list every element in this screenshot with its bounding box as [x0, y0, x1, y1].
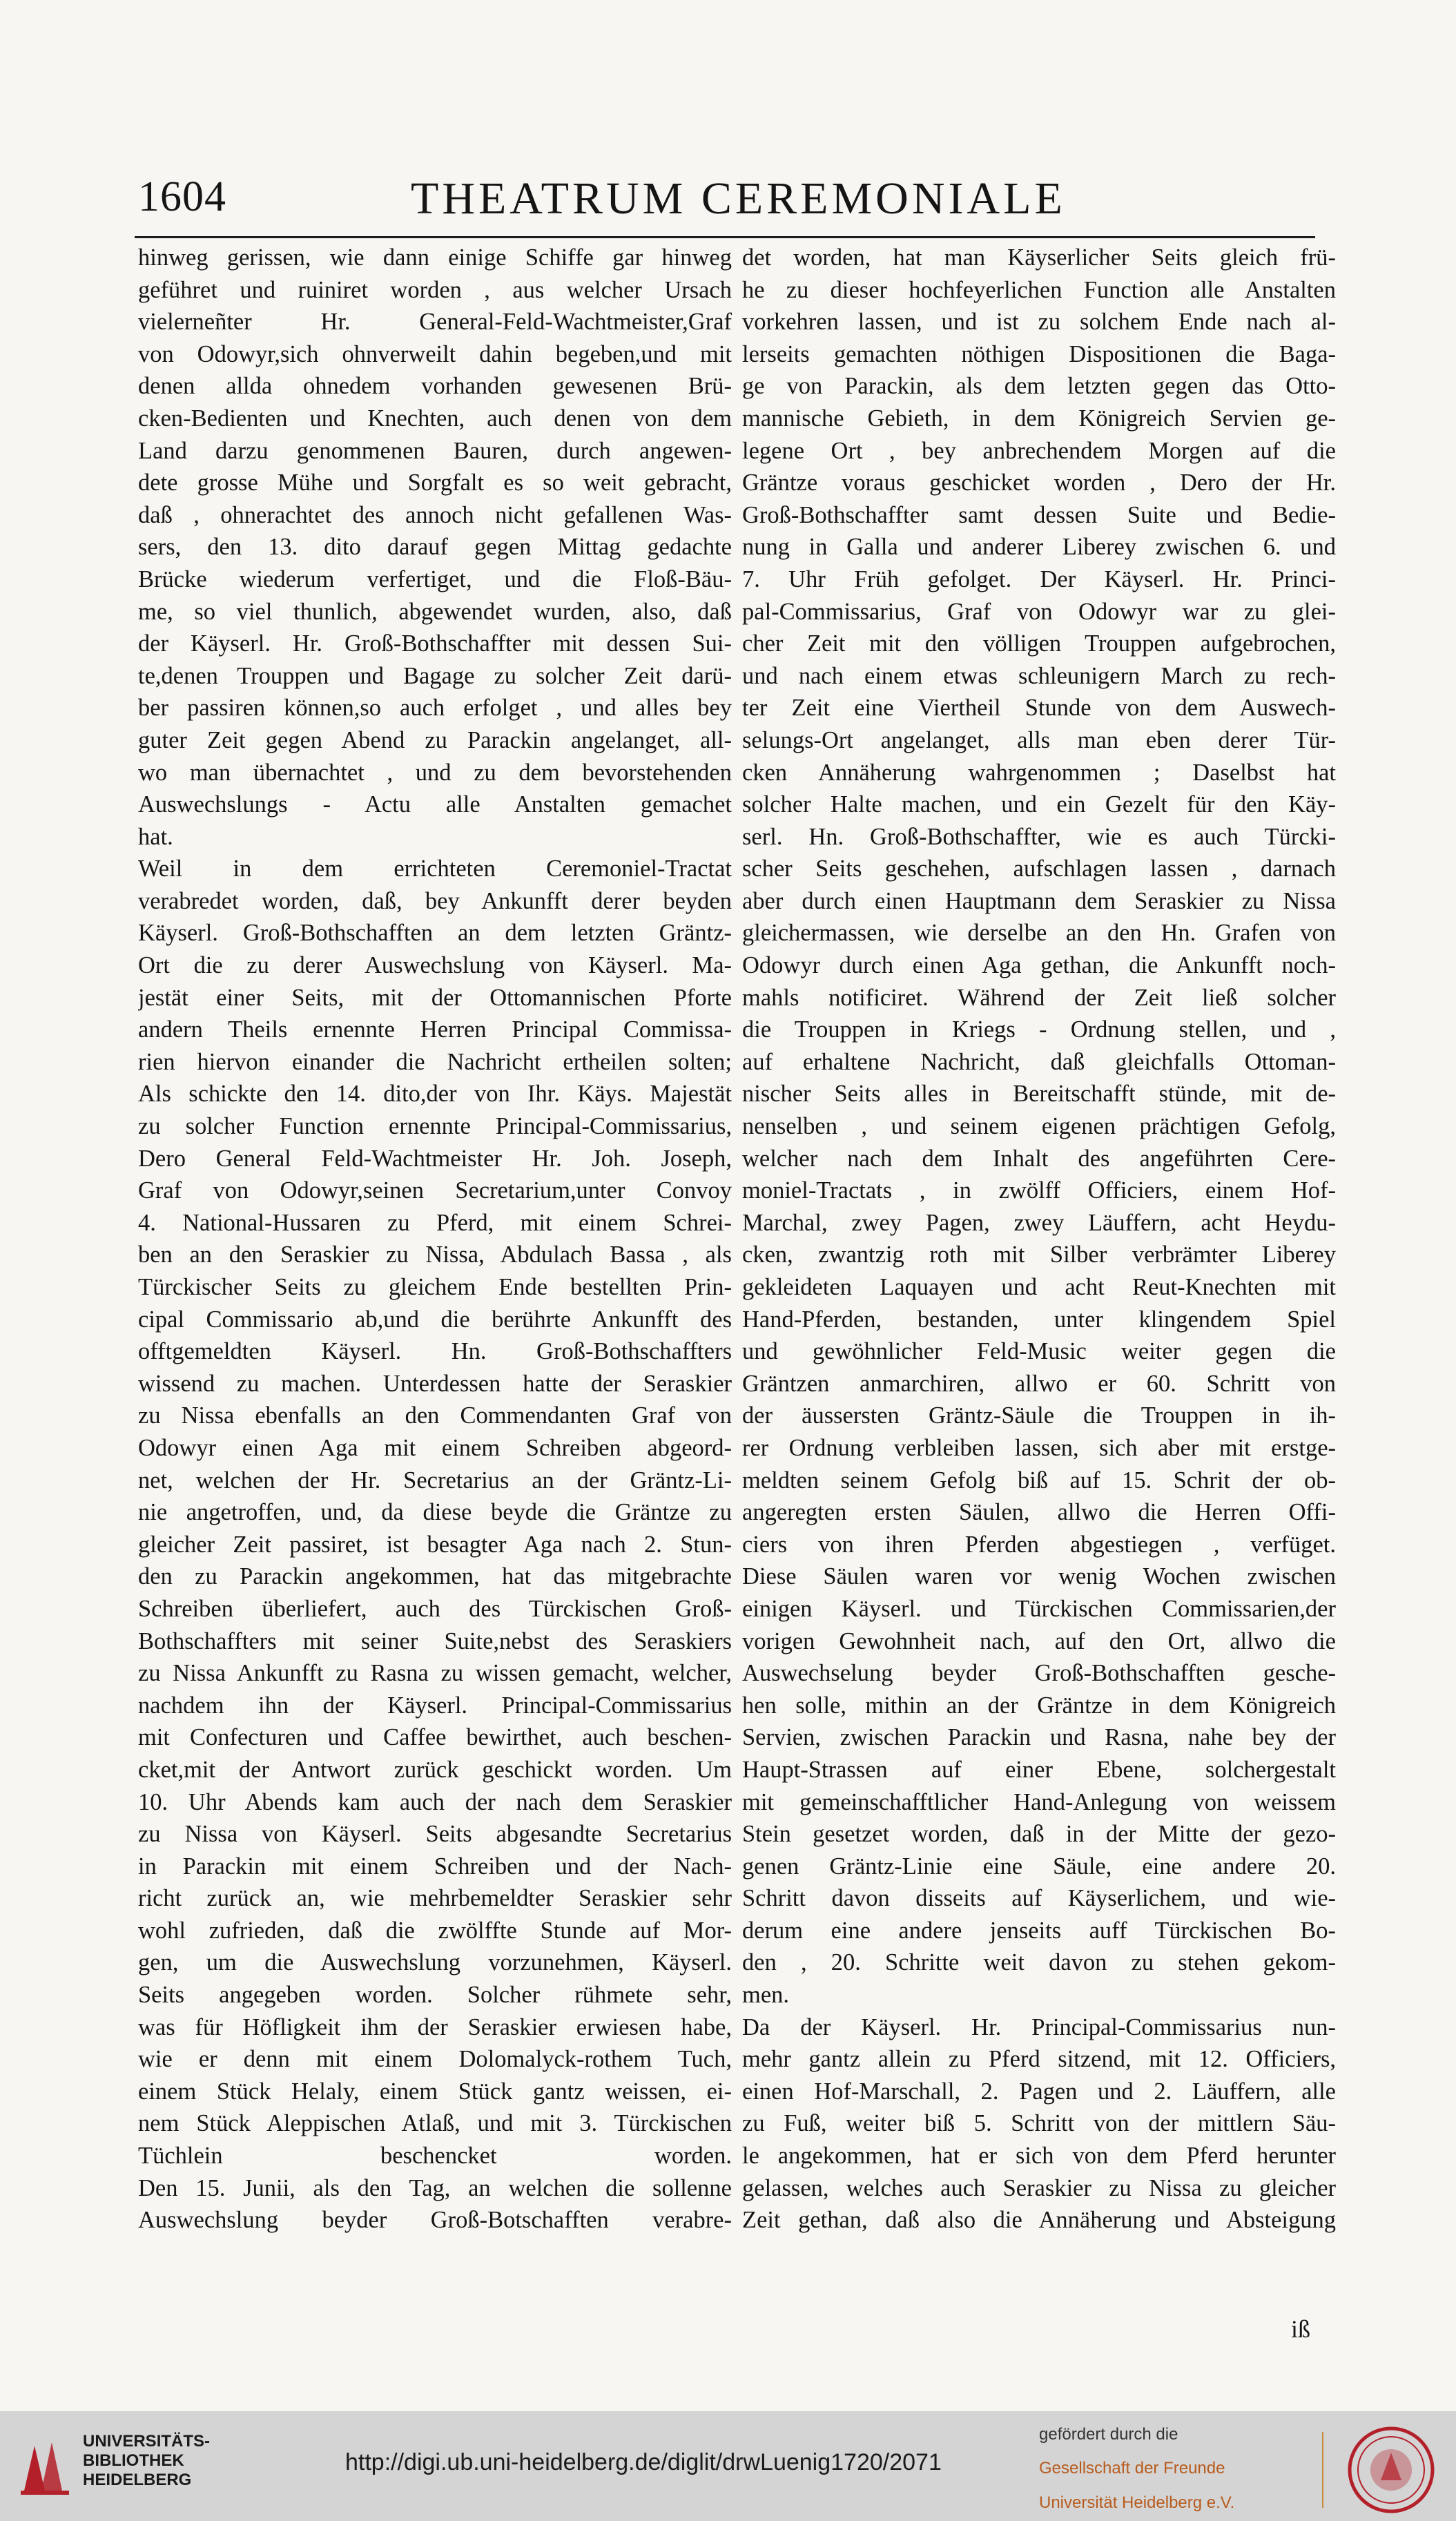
text-line: det worden, hat man Käyserlicher Seits gleich frü- — [742, 244, 1336, 271]
text-line: der äussersten Gräntz-Säule die Trouppen in ih- — [742, 1402, 1336, 1429]
text-line: einem Stück Helaly, einem Stück gantz weissen, ei- — [138, 2078, 732, 2105]
text-line: wie er denn mit einem Dolomalyck-rothem Tuch, — [138, 2046, 732, 2073]
text-line: te,denen Trouppen und Bagage zu solcher Zeit darü- — [138, 662, 732, 689]
text-line: he zu dieser hochfeyerlichen Function alle Anstalten — [742, 276, 1336, 303]
text-line: hat. — [138, 823, 173, 850]
text-line: 4. National-Hussaren zu Pferd, mit einem Schrei- — [138, 1209, 732, 1236]
text-line: gen, um die Auswechslung vorzunehmen, Käyserl. — [138, 1949, 732, 1976]
text-line: sers, den 13. dito darauf gegen Mittag gedachte — [138, 534, 732, 561]
text-line: mehr gantz allein zu Pferd sitzend, mit 12. Officiers, — [742, 2046, 1336, 2073]
text-line: 7. Uhr Früh gefolget. Der Käyserl. Hr. Princi- — [742, 566, 1336, 592]
text-line: geführet und ruiniret worden , aus welcher Ursach — [138, 276, 732, 303]
text-line: cken, zwantzig roth mit Silber verbrämter Liberey — [742, 1242, 1336, 1268]
text-line: dete grosse Mühe und Sorgfalt es so weit gebracht, — [138, 470, 732, 496]
text-line: rien hiervon einander die Nachricht ertheilen solten; — [138, 1048, 732, 1075]
text-line: welcher nach dem Inhalt des angeführten Cere- — [742, 1145, 1336, 1172]
sponsor-name-line: Gesellschaft der Freunde — [1039, 2459, 1225, 2477]
permalink-url[interactable]: http://digi.ub.uni-heidelberg.de/diglit/drwLuenig1720/2071 — [345, 2449, 942, 2475]
text-line: richt zurück an, wie mehrbemeldter Seraskier sehr — [138, 1885, 732, 1912]
left-text-column — [138, 242, 732, 2320]
text-line: selungs-Ort angelanget, alls man eben derer Tür- — [742, 726, 1336, 753]
text-line: angeregten ersten Säulen, allwo die Herren Offi- — [742, 1499, 1336, 1526]
text-line: die Trouppen in Kriegs - Ordnung stellen, und , — [742, 1016, 1336, 1043]
library-name-line: HEIDELBERG — [83, 2471, 192, 2489]
catchword: iß — [1291, 2315, 1311, 2343]
text-line: genen Gräntz-Linie eine Säule, eine andere 20. — [742, 1853, 1336, 1880]
text-line: Zeit gethan, daß also die Annäherung und Absteigung — [742, 2207, 1336, 2234]
text-line: scher Seits geschehen, aufschlagen lassen , darnach — [742, 856, 1336, 882]
library-name — [83, 2432, 210, 2490]
text-line: ter Zeit eine Viertheil Stunde von dem Auswech- — [742, 695, 1336, 722]
text-line: Servien, zwischen Parackin und Rasna, nahe bey der — [742, 1724, 1336, 1751]
text-line: und nach einem etwas schleunigern March zu rech- — [742, 662, 1336, 689]
right-text-column — [742, 242, 1336, 2320]
text-line: Haupt-Strassen auf einer Ebene, solchergestalt — [742, 1756, 1336, 1783]
text-line: Bothschaffters mit seiner Suite,nebst des Seraskiers — [138, 1627, 732, 1654]
text-line: gelassen, welches auch Seraskier zu Nissa zu gleicher — [742, 2174, 1336, 2201]
text-line: der Käyserl. Hr. Groß-Bothschaffter mit dessen Sui- — [138, 630, 732, 657]
text-line: Diese Säulen waren vor wenig Wochen zwischen — [742, 1563, 1336, 1590]
header-rule — [135, 236, 1315, 238]
text-line: Da der Käyserl. Hr. Principal-Commissarius nun- — [742, 2013, 1336, 2040]
university-library-logo-icon — [14, 2432, 76, 2501]
text-line: wo man übernachtet , und zu dem bevorstehenden — [138, 759, 732, 786]
text-line: cken Annäherung wahrgenommen ; Daselbst hat — [742, 759, 1336, 786]
text-line: cipal Commissario ab,und die berührte Ankunfft des — [138, 1306, 732, 1333]
page-header — [138, 173, 1312, 235]
text-line: Marchal, zwey Pagen, zwey Läuffern, acht Heydu- — [742, 1209, 1336, 1236]
text-line: Gräntze voraus geschicket worden , Dero der Hr. — [742, 470, 1336, 496]
text-line: was für Höfligkeit ihm der Seraskier erwiesen habe, — [138, 2013, 732, 2040]
text-line: jestät einer Seits, mit der Ottomannischen Pforte — [138, 984, 732, 1011]
sponsor-name-line: Universität Heidelberg e.V. — [1039, 2493, 1235, 2512]
text-line: daß , ohnerachtet des annoch nicht gefallenen Was- — [138, 501, 732, 528]
text-line: zu Nissa Ankunfft zu Rasna zu wissen gemacht, welcher, — [138, 1660, 732, 1687]
text-line: pal-Commissarius, Graf von Odowyr war zu glei- — [742, 598, 1336, 625]
text-line: cket,mit der Antwort zurück geschickt worden. Um — [138, 1756, 732, 1783]
text-line: hen solle, mithin an der Gräntze in dem Königreich — [742, 1692, 1336, 1719]
text-line: ciers von ihren Pferden abgestiegen , verfüget. — [742, 1531, 1336, 1558]
text-line: solcher Halte machen, und ein Gezelt für den Käy- — [742, 791, 1336, 818]
text-line: Ort die zu derer Auswechslung von Käyserl. Ma- — [138, 952, 732, 979]
text-line: hinweg gerissen, wie dann einige Schiffe gar hinweg — [138, 244, 732, 271]
sponsor-divider — [1322, 2432, 1323, 2508]
text-line: mannische Gebieth, in dem Königreich Servien ge- — [742, 405, 1336, 432]
library-name-line: BIBLIOTHEK — [83, 2451, 184, 2470]
text-line: Käyserl. Groß-Bothschafften an dem letzten Gräntz- — [138, 920, 732, 947]
text-line: den zu Parackin angekommen, hat das mitgebrachte — [138, 1563, 732, 1590]
text-line: rer Ordnung verbleiben lassen, sich aber mit erstge- — [742, 1434, 1336, 1461]
text-line: Seits angegeben worden. Solcher rühmete sehr, — [138, 1982, 732, 2009]
text-line: nung in Galla und anderer Liberey zwischen 6. und — [742, 534, 1336, 561]
text-line: nischer Seits alles in Bereitschafft stünde, mit de- — [742, 1081, 1336, 1108]
text-line: zu solcher Function ernennte Principal-Commissarius, — [138, 1113, 732, 1140]
text-line: men. — [742, 1982, 790, 2009]
text-line: Auswechslungs - Actu alle Anstalten gemachet — [138, 791, 732, 818]
text-line: ben an den Seraskier zu Nissa, Abdulach Bassa , als — [138, 1242, 732, 1268]
text-line: meldten seinem Gefolg biß auf 15. Schrit der ob- — [742, 1467, 1336, 1494]
text-line: zu Fuß, weiter biß 5. Schritt von der mittlern Säu- — [742, 2110, 1336, 2137]
text-line: nachdem ihn der Käyserl. Principal-Commissarius — [138, 1692, 732, 1719]
text-line: Auswechselung beyder Groß-Bothschafften gesche- — [742, 1660, 1336, 1687]
text-line: Als schickte den 14. dito,der von Ihr. Käys. Majestät — [138, 1081, 732, 1108]
text-line: ber passiren können,so auch erfolget , und alles bey — [138, 695, 732, 722]
text-line: zu Nissa ebenfalls an den Commendanten Graf von — [138, 1402, 732, 1429]
text-line: mahls notificiret. Während der Zeit ließ solcher — [742, 984, 1336, 1011]
text-line: Türckischer Seits zu gleichem Ende bestellten Prin- — [138, 1274, 732, 1300]
text-line: Schritt davon disseits auf Käyserlichem, und wie- — [742, 1885, 1336, 1912]
text-line: le angekommen, hat er sich von dem Pferd herunter — [742, 2143, 1336, 2170]
text-line: net, welchen der Hr. Secretarius an der Gräntz-Li- — [138, 1467, 732, 1494]
text-line: Brücke wiederum verfertiget, und die Floß-Bäu- — [138, 566, 732, 592]
text-line: moniel-Tractats , in zwölff Officiers, einem Hof- — [742, 1177, 1336, 1204]
text-line: vorkehren lassen, und ist zu solchem Ende nach al- — [742, 309, 1336, 336]
text-line: gekleideten Laquayen und acht Reut-Knechten mit — [742, 1274, 1336, 1300]
text-line: cher Zeit mit den völligen Trouppen aufgebrochen, — [742, 630, 1336, 657]
running-title: THEATRUM CEREMONIALE — [411, 173, 1066, 224]
text-line: mit gemeinschafftlicher Hand-Anlegung von weissem — [742, 1788, 1336, 1815]
text-line: andern Theils ernennte Herren Principal Commissa- — [138, 1016, 732, 1043]
text-line: und gewöhnlicher Feld-Music weiter gegen die — [742, 1338, 1336, 1365]
text-line: den , 20. Schritte weit davon zu stehen gekom- — [742, 1949, 1336, 1976]
text-line: cken-Bedienten und Knechten, auch denen von dem — [138, 405, 732, 432]
text-line: Den 15. Junii, als den Tag, an welchen die sollenne — [138, 2174, 732, 2201]
text-line: offtgemeldten Käyserl. Hn. Groß-Bothschaffters — [138, 1338, 732, 1365]
text-line: von Odowyr,sich ohnverweilt dahin begeben,und mit — [138, 340, 732, 367]
text-line: Hand-Pferden, bestanden, unter klingendem Spiel — [742, 1306, 1336, 1333]
text-line: nem Stück Aleppischen Atlaß, und mit 3. Türckischen — [138, 2110, 732, 2137]
text-line: Dero General Feld-Wachtmeister Hr. Joh. Joseph, — [138, 1145, 732, 1172]
text-line: guter Zeit gegen Abend zu Parackin angelanget, all- — [138, 726, 732, 753]
text-line: vielerneñter Hr. General-Feld-Wachtmeister,Graf — [138, 309, 732, 336]
university-seal-icon — [1343, 2425, 1439, 2515]
text-line: lerseits gemachten nöthigen Dispositionen die Baga- — [742, 340, 1336, 367]
text-line: wohl zufrieden, daß die zwölffte Stunde auf Mor- — [138, 1917, 732, 1944]
sponsor-label: gefördert durch die — [1039, 2425, 1178, 2444]
text-line: denen allda ohnedem vorhanden gewesenen Brü- — [138, 373, 732, 400]
text-line: gleichermassen, wie derselbe an den Hn. Grafen von — [742, 920, 1336, 947]
library-name-line: UNIVERSITÄTS- — [83, 2432, 211, 2451]
text-line: Graf von Odowyr,seinen Secretarium,unter Convoy — [138, 1177, 732, 1204]
footer-bar — [0, 2411, 1456, 2521]
text-line: Tüchlein beschencket worden. — [138, 2143, 732, 2170]
sponsor-block — [1039, 2425, 1234, 2513]
text-line: Gräntzen anmarchiren, allwo er 60. Schritt von — [742, 1370, 1336, 1397]
text-line: nie angetroffen, und, da diese beyde die Gräntze zu — [138, 1499, 732, 1526]
text-line: einigen Käyserl. und Türckischen Commissarien,der — [742, 1595, 1336, 1622]
text-line: wissend zu machen. Unterdessen hatte der Seraskier — [138, 1370, 732, 1397]
text-line: Stein gesetzet worden, daß in der Mitte der gezo- — [742, 1821, 1336, 1848]
text-line: nenselben , und seinem eigenen prächtigen Gefolg, — [742, 1113, 1336, 1140]
text-line: aber durch einen Hauptmann dem Seraskier zu Nissa — [742, 887, 1336, 914]
text-line: auf erhaltene Nachricht, daß gleichfalls Ottoman- — [742, 1048, 1336, 1075]
text-line: Weil in dem errichteten Ceremoniel-Tractat — [138, 856, 732, 882]
text-line: ge von Parackin, als dem letzten gegen das Otto- — [742, 373, 1336, 400]
text-line: in Parackin mit einem Schreiben und der Nach- — [138, 1853, 732, 1880]
text-line: Odowyr durch einen Aga gethan, die Ankunfft noch- — [742, 952, 1336, 979]
text-line: zu Nissa von Käyserl. Seits abgesandte Secretarius — [138, 1821, 732, 1848]
text-line: legene Ort , bey anbrechendem Morgen auf die — [742, 437, 1336, 464]
text-line: 10. Uhr Abends kam auch der nach dem Seraskier — [138, 1788, 732, 1815]
text-line: Odowyr einen Aga mit einem Schreiben abgeord- — [138, 1434, 732, 1461]
text-line: gleicher Zeit passiret, ist besagter Aga nach 2. Stun- — [138, 1531, 732, 1558]
text-line: mit Confecturen und Caffee bewirthet, auch beschen- — [138, 1724, 732, 1751]
text-line: Schreiben überliefert, auch des Türckischen Groß- — [138, 1595, 732, 1622]
text-line: derum eine andere jenseits auff Türckischen Bo- — [742, 1917, 1336, 1944]
text-line: me, so viel thunlich, abgewendet wurden, also, daß — [138, 598, 732, 625]
text-line: Land darzu genommenen Bauren, durch angewen- — [138, 437, 732, 464]
text-line: Auswechslung beyder Groß-Botschafften verabre- — [138, 2207, 732, 2234]
text-line: verabredet worden, daß, bey Ankunfft derer beyden — [138, 887, 732, 914]
text-line: vorigen Gewohnheit nach, auf den Ort, allwo die — [742, 1627, 1336, 1654]
page-number: 1604 — [138, 173, 226, 220]
text-line: serl. Hn. Groß-Bothschaffter, wie es auch Türcki- — [742, 823, 1336, 850]
text-line: einen Hof-Marschall, 2. Pagen und 2. Läuffern, alle — [742, 2078, 1336, 2105]
text-line: Groß-Bothschaffter samt dessen Suite und Bedie- — [742, 501, 1336, 528]
